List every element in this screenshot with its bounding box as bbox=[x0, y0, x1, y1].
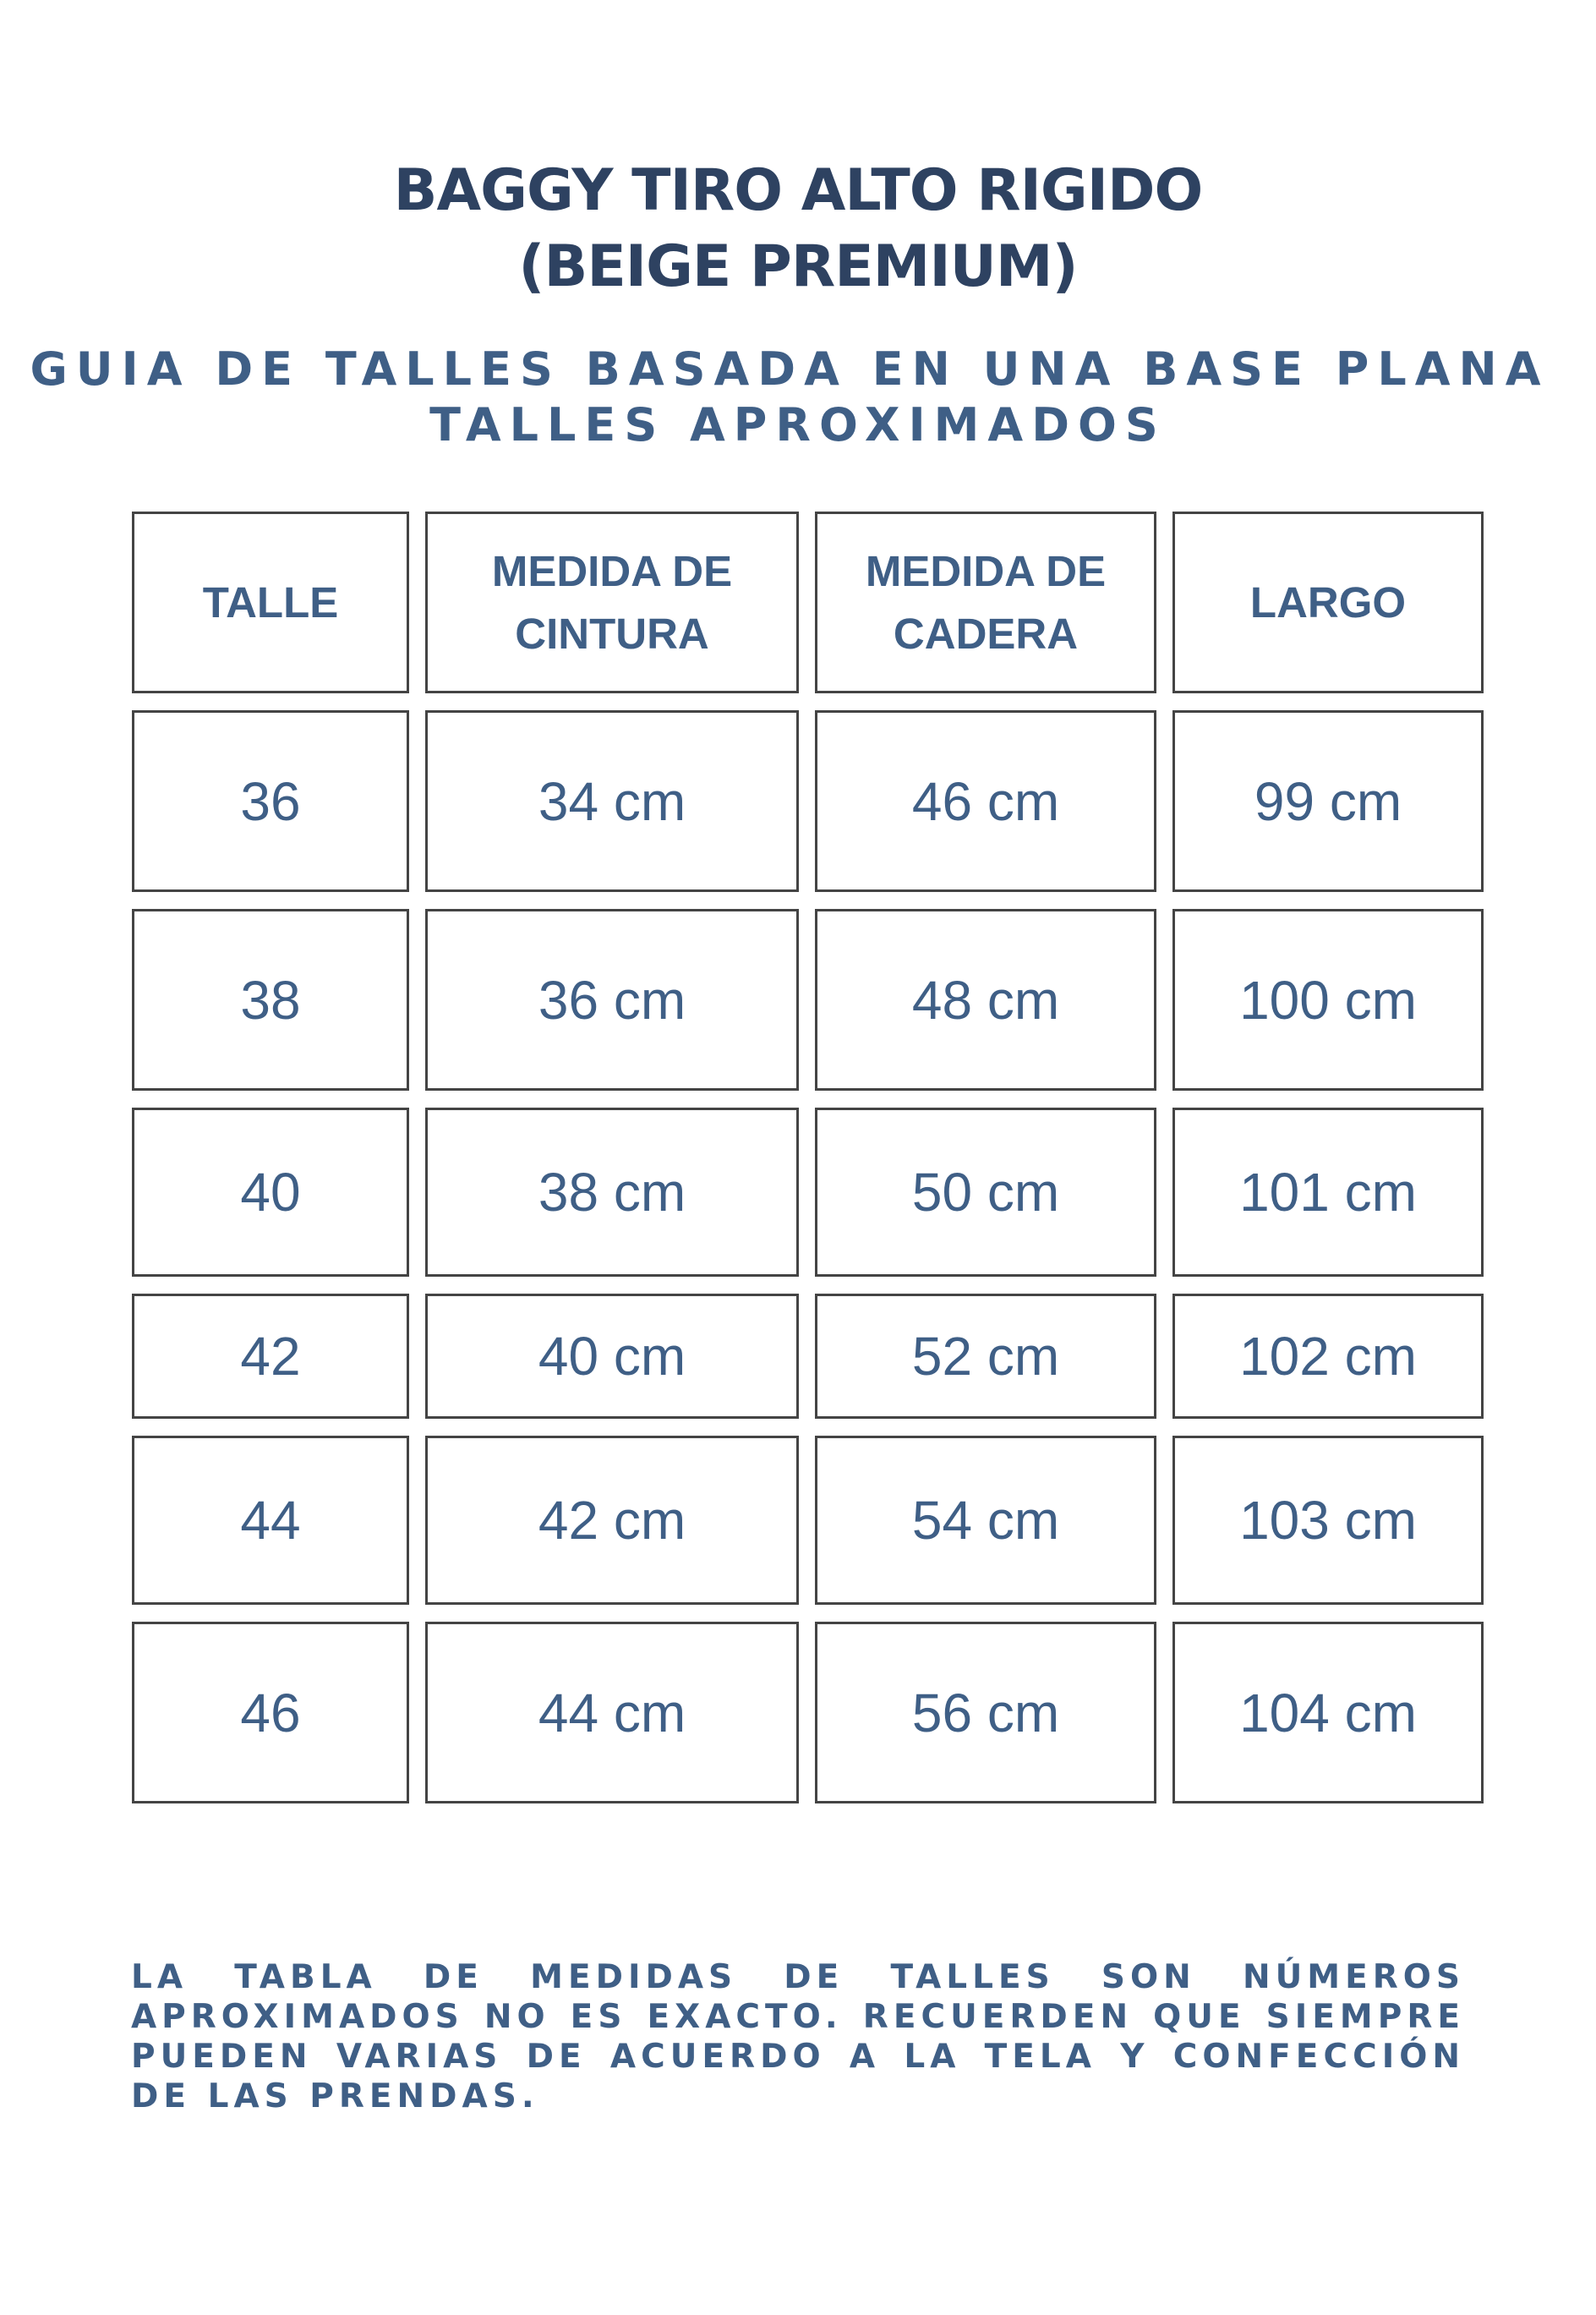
table-cell-cadera: 56 cm bbox=[815, 1622, 1156, 1803]
table-cell-talle: 44 bbox=[132, 1436, 409, 1605]
header-cell-cintura: MEDIDA DE CINTURA bbox=[425, 512, 799, 693]
table-cell-largo: 103 cm bbox=[1172, 1436, 1484, 1605]
table-cell-cadera: 48 cm bbox=[815, 909, 1156, 1091]
header-cell-cadera: MEDIDA DE CADERA bbox=[815, 512, 1156, 693]
header-cell-talle: TALLE bbox=[132, 512, 409, 693]
table-cell-talle: 38 bbox=[132, 909, 409, 1091]
table-cell-largo: 102 cm bbox=[1172, 1294, 1484, 1419]
table-cell-largo: 104 cm bbox=[1172, 1622, 1484, 1803]
table-cell-cadera: 50 cm bbox=[815, 1108, 1156, 1277]
table-cell-talle: 40 bbox=[132, 1108, 409, 1277]
table-cell-cintura: 42 cm bbox=[425, 1436, 799, 1605]
table-cell-largo: 99 cm bbox=[1172, 710, 1484, 892]
table-cell-largo: 101 cm bbox=[1172, 1108, 1484, 1277]
table-cell-cintura: 36 cm bbox=[425, 909, 799, 1091]
table-cell-cintura: 40 cm bbox=[425, 1294, 799, 1419]
disclaimer-note: LA TABLA DE MEDIDAS DE TALLES SON NÚMEROS APROXIMADOS NO ES EXACTO. RECUERDEN QUE SIEMPRE PUEDEN VARIAS DE ACUERDO A LA TELA Y CONFECCIÓN DE LAS PRENDAS. bbox=[131, 1958, 1465, 2115]
table-cell-cadera: 54 cm bbox=[815, 1436, 1156, 1605]
table-cell-cadera: 52 cm bbox=[815, 1294, 1156, 1419]
page-title-line-1: BAGGY TIRO ALTO RIGIDO bbox=[393, 157, 1203, 224]
table-cell-talle: 42 bbox=[132, 1294, 409, 1419]
table-cell-cadera: 46 cm bbox=[815, 710, 1156, 892]
subtitle-line-2: TALLES APROXIMADOS bbox=[429, 398, 1167, 452]
header-cell-largo: LARGO bbox=[1172, 512, 1484, 693]
table-cell-cintura: 38 cm bbox=[425, 1108, 799, 1277]
table-cell-talle: 36 bbox=[132, 710, 409, 892]
table-cell-largo: 100 cm bbox=[1172, 909, 1484, 1091]
subtitle-line-1: GUIA DE TALLES BASADA EN UNA BASE PLANA bbox=[30, 342, 1550, 396]
page-title-line-2: (BEIGE PREMIUM) bbox=[518, 233, 1078, 300]
table-cell-cintura: 44 cm bbox=[425, 1622, 799, 1803]
table-cell-talle: 46 bbox=[132, 1622, 409, 1803]
table-cell-cintura: 34 cm bbox=[425, 710, 799, 892]
